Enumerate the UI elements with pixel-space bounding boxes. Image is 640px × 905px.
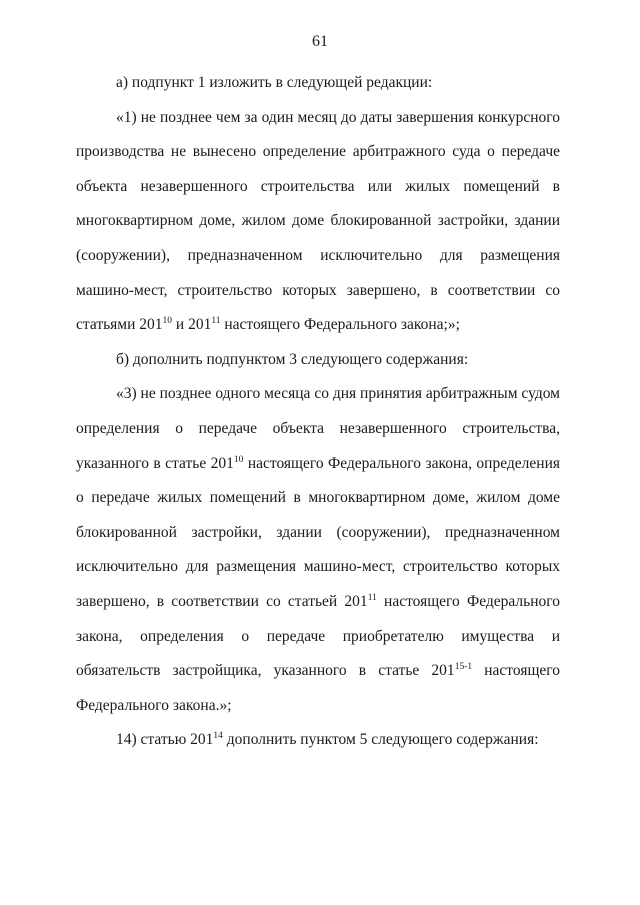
paragraph-subpoint-3-text [76,377,560,723]
paragraph-subpoint-a [76,66,560,101]
page-number: 61 [312,33,328,50]
paragraph-text: дополнить пунктом 5 следующего содержания: [222,731,539,749]
superscript: 11 [211,316,221,327]
paragraph-text: настоящего Федерального закона;»; [220,316,460,334]
superscript: 15-1 [454,662,473,673]
paragraph-point-14 [76,723,560,758]
paragraph-text: а) подпункт 1 изложить в следующей редакции: [116,74,433,91]
paragraph-text: и 201 [172,316,212,334]
paragraph-text: настоящего Федерального закона, определения о передаче жилых помещений в многоквартирном доме, жилом доме блокированной застройки, здании (сооружении), предназначенном исключительно для размещения машино-мест, строительство которых завершено, в соответствии со статьей 201 [76,454,560,610]
superscript: 11 [367,592,377,603]
paragraph-text: настоящего Федерального закона.»; [76,662,561,714]
paragraph-text: «3) не позднее одного месяца со дня принятия арбитражным судом определения о передаче объекта незавершенного строительства, указанного в статье 201 [76,385,560,472]
paragraph-text: 14) статью 201 [116,731,214,749]
paragraph-subpoint-b [76,343,560,378]
document-body [76,66,560,758]
paragraph-subpoint-1-text [76,101,560,343]
superscript: 14 [213,731,223,742]
paragraph-text: «1) не позднее чем за один месяц до даты завершения конкурсного производства не вынесено определение арбитражного суда о передаче объекта незавершенного строительства или жилых помещений в многоквартирном доме, жилом доме блокированной застройки, здании (сооружении), предназначенном исключительно для размещения машино-мест, строительство которых завершено, в соответствии со статьями 201 [76,108,560,334]
paragraph-text: настоящего Федерального закона, определения о передаче приобретателю имущества и обязательств застройщика, указанного в статье 201 [76,592,560,680]
superscript: 10 [233,454,244,465]
paragraph-text: б) дополнить подпунктом 3 следующего содержания: [116,350,469,368]
superscript: 10 [162,316,173,327]
